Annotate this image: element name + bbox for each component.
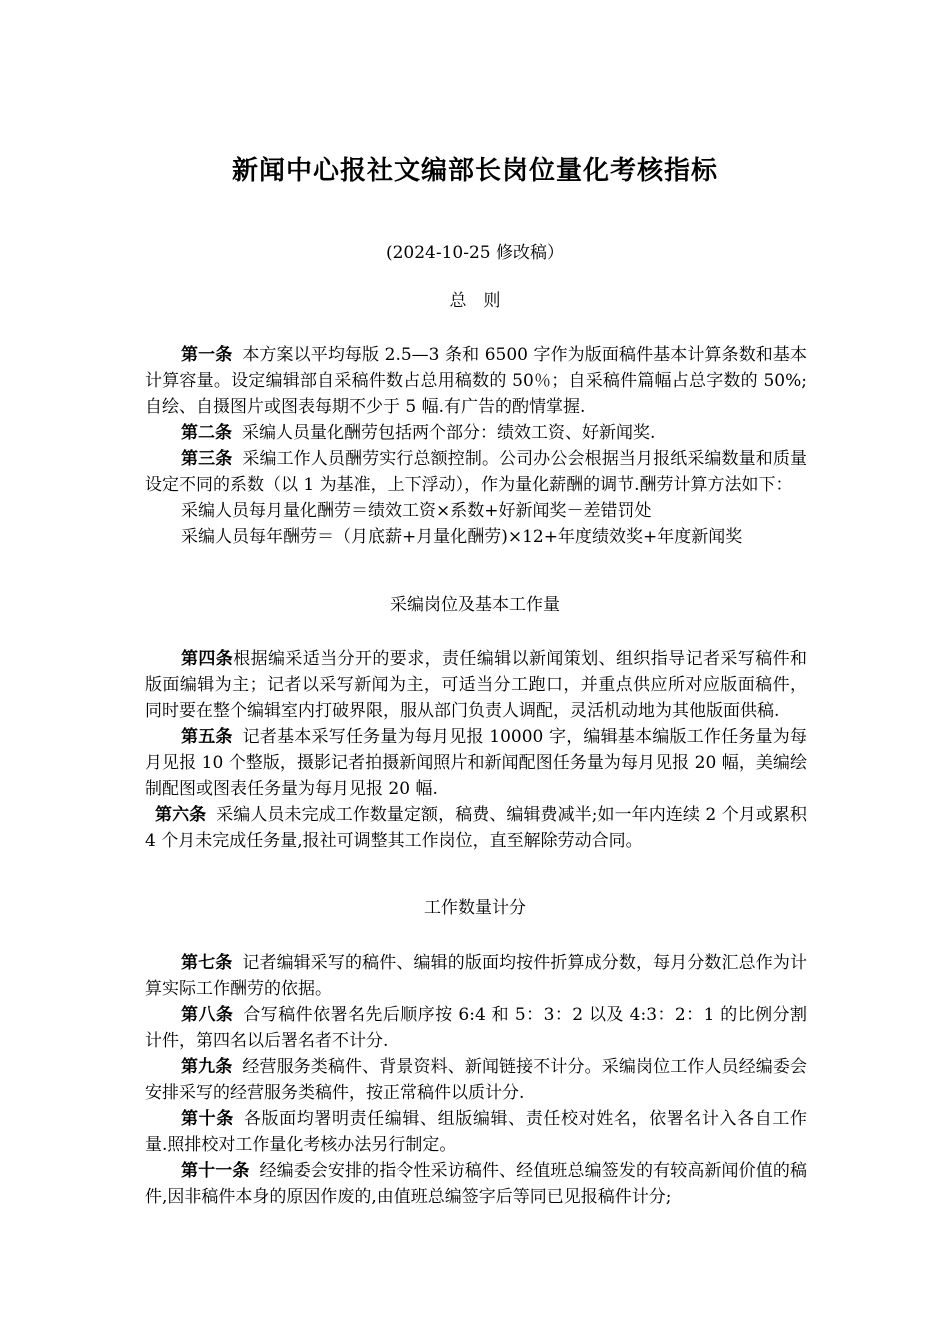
article-label: 第九条 [181, 1057, 233, 1077]
article-10 [145, 1106, 807, 1158]
article-text: 记者基本采写任务量为每月见报 10000 字，编辑基本编版工作任务量为每月见报 10 个整版，摄影记者拍摄新闻照片和新闻配图任务量为每月见报 20 幅，美编绘制配图或图表任务量为每月见报 20 幅. [145, 727, 808, 799]
article-5 [145, 724, 807, 802]
article-label: 第五条 [181, 727, 233, 747]
article-1 [145, 342, 807, 420]
article-text: 经营服务类稿件、背景资料、新闻链接不计分。采编岗位工作人员经编委会安排采写的经营服务类稿件，按正常稿件以质计分. [145, 1057, 807, 1103]
article-11 [145, 1158, 807, 1210]
formula-monthly: 采编人员每月量化酬劳＝绩效工资×系数+好新闻奖－差错罚处 [181, 501, 652, 521]
article-text: 合写稿件依署名先后顺序按 6:4 和 5：3：2 以及 4:3：2：1 的比例分割计件，第四名以后署名者不计分. [145, 1005, 807, 1051]
article-text: 采编人员未完成工作数量定额，稿费、编辑费减半;如一年内连续 2 个月或累积 4 个月未完成任务量,报社可调整其工作岗位，直至解除劳动合同。 [145, 805, 808, 851]
article-label: 第四条 [181, 649, 234, 669]
section-heading-scoring: 工作数量计分 [424, 898, 526, 918]
article-text: 经编委会安排的指令性采访稿件、经值班总编签发的有较高新闻价值的稿件,因非稿件本身的原因作废的,由值班总编签字后等同已见报稿件计分; [145, 1161, 808, 1207]
article-label: 第六条 [155, 805, 207, 825]
section-positions-body [145, 646, 807, 854]
document-subtitle: (2024-10-25 修改稿） [385, 243, 565, 263]
article-text: 记者编辑采写的稿件、编辑的版面均按件折算成分数，每月分数汇总作为计算实际工作酬劳的依据。 [145, 953, 807, 999]
article-label: 第八条 [181, 1005, 234, 1025]
article-label: 第十一条 [181, 1161, 250, 1181]
formula-yearly: 采编人员每年酬劳＝（月底薪+月量化酬劳)×12+年度绩效奖+年度新闻奖 [181, 527, 743, 547]
article-8 [145, 1002, 807, 1054]
section-general-body [145, 342, 807, 550]
article-4 [145, 646, 807, 724]
article-9 [145, 1054, 807, 1106]
article-6 [145, 802, 807, 854]
article-3 [145, 446, 807, 498]
article-label: 第三条 [181, 449, 233, 469]
article-7 [145, 950, 807, 1002]
article-text: 采编工作人员酬劳实行总额控制。公司办公会根据当月报纸采编数量和质量设定不同的系数（以 1 为基准，上下浮动），作为量化薪酬的调节.酬劳计算方法如下： [145, 449, 807, 495]
document-title: 新闻中心报社文编部长岗位量化考核指标 [231, 156, 718, 186]
section-heading-general: 总 则 [449, 291, 501, 311]
article-text: 本方案以平均每版 2.5—3 条和 6500 字作为版面稿件基本计算条数和基本计算容量。设定编辑部自采稿件数占总用稿数的 50％；自采稿件篇幅占总字数的 50%;自绘、自摄图片或图表每期不少于 5 幅.有广告的酌情掌握. [145, 345, 808, 417]
article-label: 第一条 [181, 345, 233, 365]
article-2 [145, 420, 807, 446]
article-label: 第七条 [181, 953, 233, 973]
article-text: 根据编采适当分开的要求，责任编辑以新闻策划、组织指导记者采写稿件和版面编辑为主；记者以采写新闻为主，可适当分工跑口，并重点供应所对应版面稿件，同时要在整个编辑室内打破界限，服从部门负责人调配，灵活机动地为其他版面供稿. [145, 649, 808, 721]
section-scoring-body [145, 950, 807, 1210]
article-label: 第二条 [181, 423, 232, 443]
section-heading-positions: 采编岗位及基本工作量 [390, 595, 560, 615]
article-text: 采编人员量化酬劳包括两个部分：绩效工资、好新闻奖. [242, 423, 656, 443]
article-text: 各版面均署明责任编辑、组版编辑、责任校对姓名，依署名计入各自工作量.照排校对工作量化考核办法另行制定。 [145, 1109, 808, 1155]
article-label: 第十条 [181, 1109, 234, 1129]
